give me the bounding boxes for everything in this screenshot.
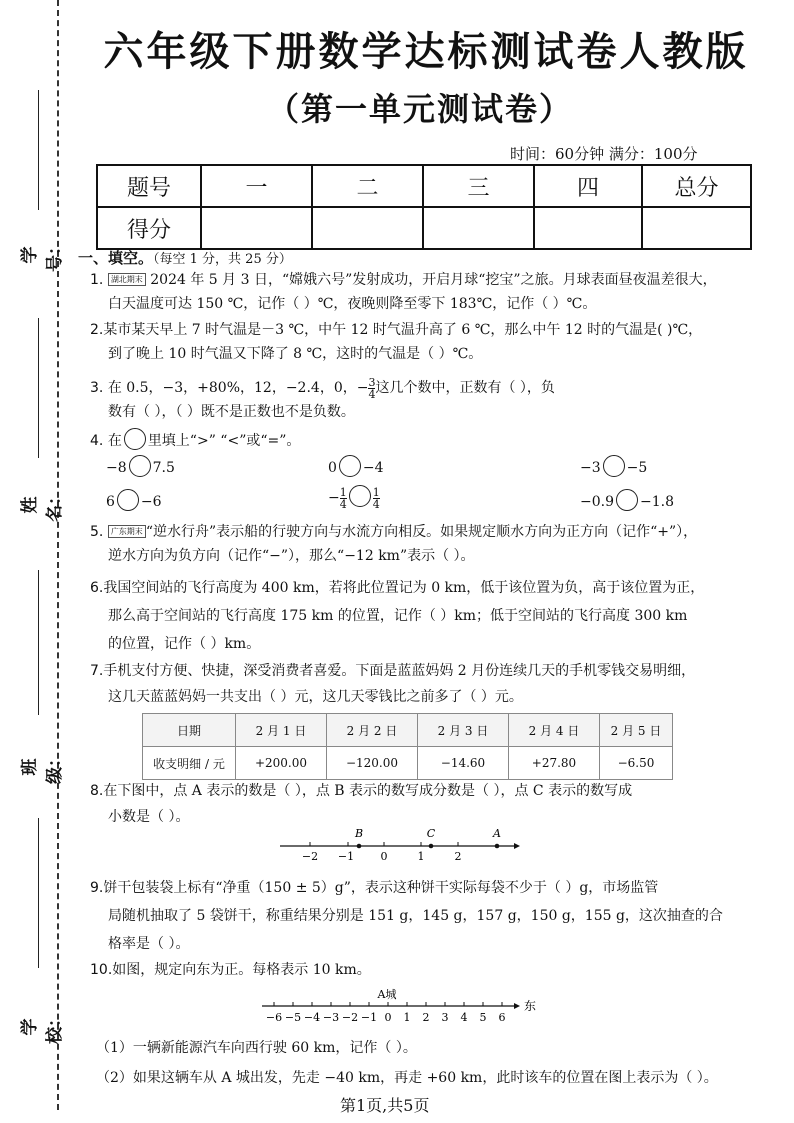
tick-label: −2 (341, 1011, 359, 1024)
tick-label: −3 (322, 1011, 340, 1024)
tick-label: −1 (337, 850, 355, 863)
score-header: 四 (534, 165, 642, 207)
question-text: 里填上“>” “<”或“=”。 (147, 433, 301, 449)
question-10-part-1: （1）一辆新能源汽车向西行驶 60 km，记作（ ）。 (96, 1040, 417, 1056)
compare-item (328, 485, 380, 510)
question-text: 在 0.5，−3，+80%，12，−2.4，0，− (107, 380, 369, 396)
question-number: 2. (90, 322, 104, 338)
question-text: 小数是（ ）。 (108, 809, 190, 825)
table-cell: +200.00 (236, 747, 327, 780)
question-text: “逆水行舟”表示船的行驶方向与水流方向相反。如果规定顺水方向为正方向（记作“+”）， (145, 524, 698, 540)
compare-item (106, 455, 175, 480)
question-number: 5. (90, 524, 104, 540)
compare-circle-icon[interactable] (349, 485, 371, 507)
name-underline (38, 318, 39, 458)
question-text: 白天温度可达 150 ℃，记作（ ）℃，夜晚则降至零下 183℃，记作（ ）℃。 (108, 296, 597, 312)
compare-left: −8 (106, 460, 127, 476)
compare-circle-icon[interactable] (616, 489, 638, 511)
score-cell[interactable] (423, 207, 534, 249)
time-info: 时间：60分钟 满分：100分 (510, 145, 698, 163)
question-text: 手机支付方便、快捷，深受消费者喜爱。下面是蓝蓝妈妈 2 月份连续几天的手机零钱交易明细， (103, 663, 696, 679)
question-text: 的位置，记作（ ）km。 (108, 636, 261, 652)
source-tag: 湖北期末 (108, 273, 146, 286)
side-label-school: 学校： (20, 1010, 65, 1044)
question-number: 9. (90, 880, 104, 896)
compare-circle-icon[interactable] (129, 455, 151, 477)
compare-right: −6 (140, 494, 162, 510)
question-text: 如图，规定向东为正。每格表示 10 km。 (112, 962, 371, 978)
question-9 (90, 874, 723, 958)
id-underline (38, 90, 39, 210)
page-subtitle: （第一单元测试卷） (266, 90, 573, 128)
tick-label: −2 (301, 850, 319, 863)
question-text: 这几天蓝蓝妈妈一共支出（ ）元，这几天零钱比之前多了（ ）元。 (108, 689, 523, 705)
tick-label: −6 (265, 1011, 283, 1024)
score-header: 二 (312, 165, 423, 207)
compare-circle-icon (124, 428, 146, 450)
point-label: A (493, 827, 501, 840)
question-text: 那么高于空间站的飞行高度 175 km 的位置，记作（ ）km；低于空间站的飞行高度 300 km (108, 608, 688, 624)
question-text: 数有（ ），（ ）既不是正数也不是负数。 (108, 404, 355, 420)
transaction-table (142, 713, 673, 780)
table-header: 2 月 3 日 (418, 714, 509, 747)
east-label: 东 (523, 999, 537, 1013)
compare-right: −5 (626, 460, 648, 476)
fraction (373, 487, 380, 510)
tick-label: 3 (441, 1011, 449, 1024)
compare-circle-icon[interactable] (603, 455, 625, 477)
table-cell: 收支明细 / 元 (143, 747, 236, 780)
tick-label: −5 (284, 1011, 302, 1024)
question-1 (90, 268, 717, 316)
table-cell: −6.50 (600, 747, 673, 780)
fraction (340, 487, 347, 510)
tick-label: 2 (454, 850, 462, 863)
question-number: 1. (90, 272, 104, 288)
table-cell: −14.60 (418, 747, 509, 780)
tick-label: 1 (417, 850, 425, 863)
score-table (96, 164, 752, 250)
fraction-numerator: 1 (339, 485, 347, 499)
tick-label: 0 (380, 850, 388, 863)
question-text: 饼干包装袋上标有“净重（150 ± 5）g”，表示这种饼干实际每袋不少于（ ）g，市场监管 (103, 880, 659, 896)
side-label-id: 学号： (20, 238, 65, 272)
compare-left: −0.9 (580, 494, 614, 510)
side-label-class: 班级： (20, 750, 65, 784)
compare-right: 7.5 (152, 460, 175, 476)
compare-left: 0 (328, 460, 337, 476)
question-text: 局随机抽取了 5 袋饼干，称重结果分别是 151 g，145 g，157 g，150 g，155 g，这次抽查的合 (108, 908, 723, 924)
question-number: 10. (90, 962, 113, 978)
table-cell: +27.80 (509, 747, 600, 780)
score-header: 总分 (642, 165, 751, 207)
number-line-q10 (262, 984, 542, 1024)
score-cell[interactable] (201, 207, 312, 249)
tick-label: 5 (479, 1011, 487, 1024)
table-cell: −120.00 (327, 747, 418, 780)
side-label-name: 姓名： (20, 488, 65, 522)
fraction-denominator: 4 (372, 497, 380, 511)
question-10 (90, 958, 371, 982)
compare-right: −4 (362, 460, 384, 476)
question-text: 逆水方向为负方向（记作“−”），那么“−12 km”表示（ ）。 (108, 548, 475, 564)
score-row-label: 得分 (97, 207, 201, 249)
fraction-numerator: 3 (368, 375, 376, 389)
source-tag: 广东期末 (108, 525, 146, 538)
compare-left: 6 (106, 494, 115, 510)
score-header: 一 (201, 165, 312, 207)
binding-dashed-line (57, 0, 59, 1110)
compare-circle-icon[interactable] (339, 455, 361, 477)
question-text: 2024 年 5 月 3 日，“嫦娥六号”发射成功，开启月球“挖宝”之旅。月球表面昼夜温差很大， (145, 272, 717, 288)
question-7 (90, 658, 695, 710)
question-number: 6. (90, 580, 104, 596)
tick-label: 1 (403, 1011, 411, 1024)
question-number: 7. (90, 663, 104, 679)
table-header: 2 月 5 日 (600, 714, 673, 747)
number-line-q8 (280, 826, 520, 864)
tick-label: 0 (384, 1011, 392, 1024)
section-note: （每空 1 分，共 25 分） (153, 252, 292, 267)
score-header: 三 (423, 165, 534, 207)
compare-left: −3 (580, 460, 601, 476)
section-title: 一、填空。 (78, 249, 154, 267)
question-text: 我国空间站的飞行高度为 400 km，若将此位置记为 0 km，低于该位置为负，高于该位置为正， (103, 580, 705, 596)
point-label: B (354, 827, 364, 840)
tick-label: 2 (422, 1011, 430, 1024)
class-underline (38, 570, 39, 715)
fraction-denominator: 4 (368, 387, 376, 401)
question-text: 这几个数中，正数有（ ），负 (375, 380, 555, 396)
score-cell[interactable] (534, 207, 642, 249)
table-header: 2 月 1 日 (236, 714, 327, 747)
page-footer: 第1页,共5页 (340, 1096, 430, 1115)
fraction-numerator: 1 (372, 485, 380, 499)
compare-item (580, 489, 674, 514)
compare-right: −1.8 (640, 494, 674, 510)
question-number: 8. (90, 783, 104, 799)
question-8 (90, 778, 632, 830)
question-text: 在下图中，点 A 表示的数是（ ），点 B 表示的数写成分数是（ ），点 C 表示的数写成 (103, 783, 633, 799)
question-4 (90, 428, 300, 453)
point-label: C (426, 827, 436, 840)
question-number: 3. (90, 380, 104, 396)
compare-item (106, 489, 162, 514)
score-header: 题号 (97, 165, 201, 207)
question-2 (90, 318, 702, 366)
school-underline (38, 818, 39, 968)
score-cell[interactable] (312, 207, 423, 249)
city-label: A城 (377, 988, 397, 1001)
table-header: 日期 (143, 714, 236, 747)
question-3 (90, 376, 555, 424)
tick-label: −4 (303, 1011, 321, 1024)
page-title: 六年级下册数学达标测试卷人教版 (103, 28, 749, 75)
compare-circle-icon[interactable] (117, 489, 139, 511)
question-text: 格率是（ ）。 (108, 936, 190, 952)
question-10-part-2: （2）如果这辆车从 A 城出发，先走 −40 km，再走 +60 km，此时该车的位置在图上表示为（ ）。 (96, 1070, 718, 1086)
question-text: 在 (107, 433, 122, 449)
fraction-denominator: 4 (339, 497, 347, 511)
question-number: 4. (90, 433, 104, 449)
table-header: 2 月 4 日 (509, 714, 600, 747)
score-cell[interactable] (642, 207, 751, 249)
question-text: 某市某天早上 7 时气温是－3 ℃，中午 12 时气温升高了 6 ℃，那么中午 12 时的气温是( )℃， (103, 322, 703, 338)
compare-item (580, 455, 647, 480)
tick-label: 6 (498, 1011, 506, 1024)
question-6 (90, 574, 704, 658)
question-text: 到了晚上 10 时气温又下降了 8 ℃，这时的气温是（ ）℃。 (108, 346, 483, 362)
tick-label: 4 (460, 1011, 468, 1024)
compare-left: − (328, 490, 340, 506)
compare-item (328, 455, 384, 480)
tick-label: −1 (360, 1011, 378, 1024)
question-5 (90, 520, 697, 568)
table-header: 2 月 2 日 (327, 714, 418, 747)
